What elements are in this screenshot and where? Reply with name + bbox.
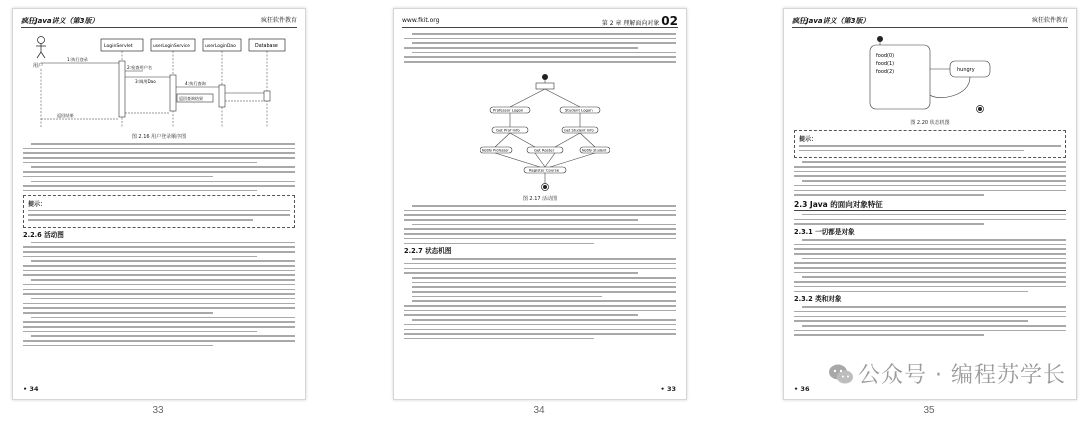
page-number-label: 34 — [533, 405, 545, 416]
seq-message: 3:调用Dao — [135, 79, 156, 84]
page-footer-number: • 33 — [660, 385, 676, 393]
activity-node — [536, 83, 554, 89]
watermark-text: 公众号 · 编程苏学长 — [858, 363, 1066, 388]
sequence-diagram — [27, 31, 291, 131]
section-heading: 2.2.7 状态机图 — [404, 247, 452, 256]
initial-state — [877, 36, 883, 42]
publisher-name: 疯狂软件教育 — [260, 17, 297, 24]
body-text-top — [404, 33, 676, 66]
page-header — [21, 15, 297, 28]
state-machine-diagram — [868, 31, 998, 117]
seq-object-label: Database — [255, 44, 278, 49]
seq-object-label: LoginServlet — [104, 44, 133, 49]
page-footer-number: • 36 — [794, 385, 810, 393]
activity-diagram — [480, 73, 610, 195]
activity-label: Notify Professor — [482, 148, 509, 153]
tip-box — [794, 130, 1066, 158]
page-33 — [12, 8, 306, 400]
activity-label: Student Logon — [565, 107, 593, 113]
seq-message: 2:检查用户名 — [127, 65, 153, 70]
seq-message: 1:执行登录 — [67, 57, 88, 62]
watermark — [828, 358, 1066, 389]
page-34 — [393, 8, 687, 400]
tip-box — [23, 195, 295, 228]
book-title: 疯狂Java讲义（第3版） — [21, 17, 99, 25]
activity-label: Get Student Info — [564, 128, 594, 133]
section-heading-main: 2.3 Java 的面向对象特征 — [794, 199, 1066, 211]
chapter-name: 第 2 章 理解面向对象 — [601, 20, 660, 27]
chapter-number: 02 — [661, 14, 678, 28]
chapter-title — [602, 15, 678, 30]
state-label: food(1) — [876, 61, 895, 67]
page-number-label: 33 — [152, 405, 164, 416]
section-heading: 2.3.1 一切都是对象 — [794, 227, 855, 236]
activity-label: Register Course — [529, 167, 560, 173]
body-text — [23, 143, 295, 349]
seq-message: 4:执行查询 — [185, 81, 206, 86]
publisher-name: 疯狂软件教育 — [1031, 17, 1068, 24]
start-node — [542, 74, 548, 80]
body-text — [794, 127, 1066, 339]
tip-label: 提示： — [799, 136, 818, 143]
seq-message: 返回结果 — [57, 113, 74, 118]
page-footer-number: • 34 — [23, 385, 39, 393]
page-header — [402, 15, 678, 28]
figure-caption: 图 2.16 用户登录顺序图 — [131, 134, 187, 140]
section-heading: 2.2.6 活动图 — [23, 230, 64, 239]
body-text — [404, 205, 676, 343]
activity-label: Professor Logon — [493, 107, 524, 113]
page-35 — [783, 8, 1077, 400]
page-header — [792, 15, 1068, 28]
figure-caption: 图 2.17 活动图 — [522, 196, 558, 202]
state-label: food(0) — [876, 53, 895, 59]
tip-label: 提示： — [28, 200, 47, 208]
seq-object-label: userLoginService — [153, 44, 190, 49]
seq-object-label: userLoginDao — [205, 44, 236, 49]
activity-label: Get Prof Info — [496, 127, 520, 133]
page-number-label: 35 — [923, 405, 935, 416]
seq-message: 返回查询结果 — [179, 96, 203, 101]
site-url: www.fkit.org — [402, 17, 440, 24]
activity-label: Notify Student — [582, 148, 607, 153]
seq-actor — [33, 37, 46, 70]
section-heading: 2.3.2 类和对象 — [794, 295, 842, 304]
seq-actor-label: 用户 — [33, 63, 44, 69]
state-label: hungry — [957, 67, 975, 73]
figure-caption: 图 2.20 状态机图 — [910, 120, 950, 126]
activity-label: Get Roster — [534, 147, 555, 153]
wechat-icon — [828, 363, 854, 385]
book-title: 疯狂Java讲义（第3版） — [792, 17, 870, 25]
state-label: food(2) — [876, 69, 895, 75]
